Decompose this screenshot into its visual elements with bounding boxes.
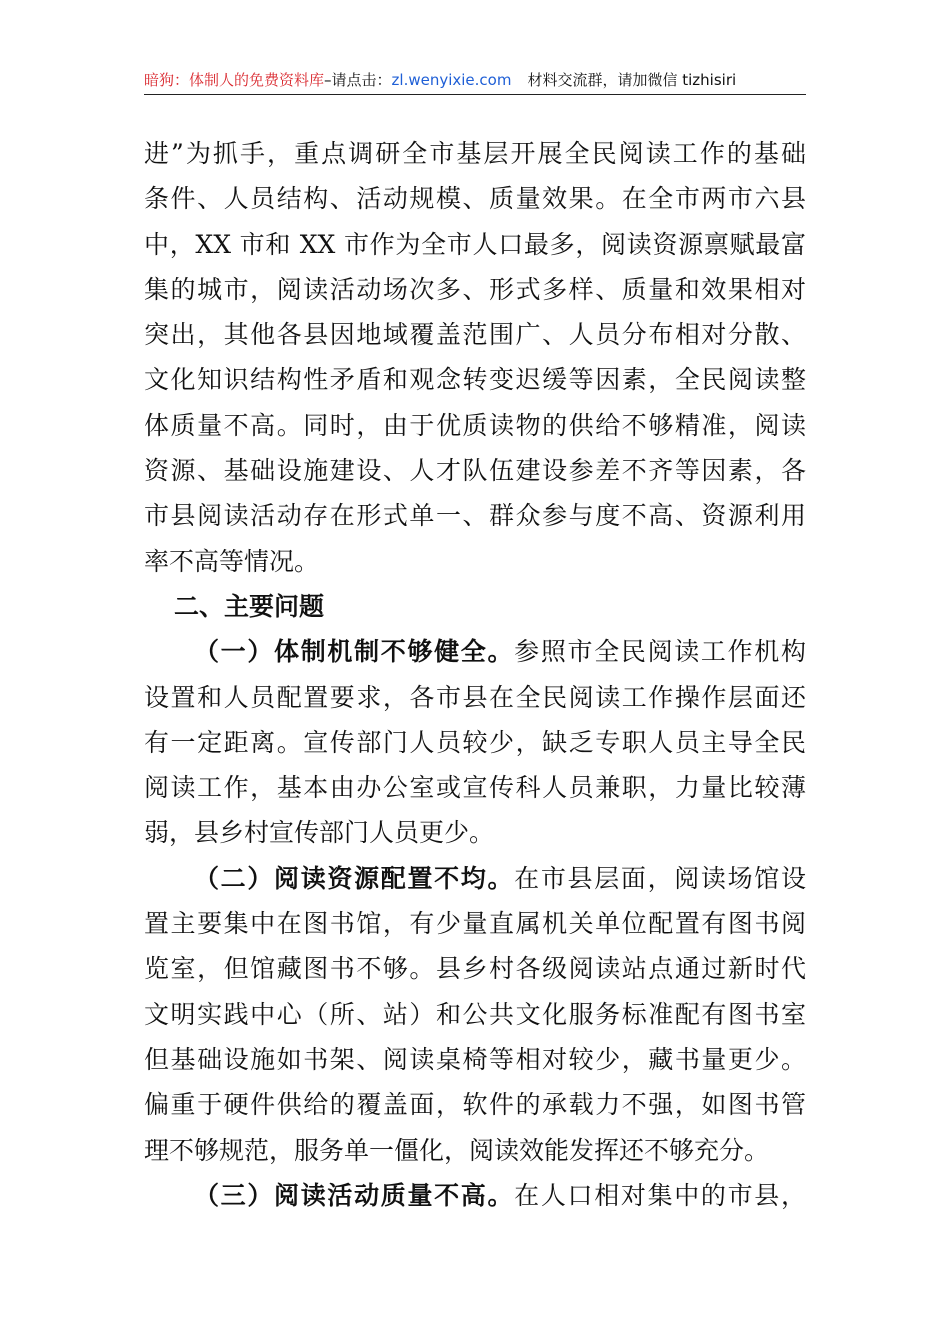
text-line: 体质量不高。同时，由于优质读物的供给不够精准，阅读 xyxy=(144,410,806,440)
text-line: 阅读工作，基本由办公室或宣传科人员兼职，力量比较薄 xyxy=(144,773,806,803)
header-divider xyxy=(144,94,806,95)
text-line: 偏重于硬件供给的覆盖面，软件的承载力不强，如图书管 xyxy=(144,1090,806,1120)
text-line: 资源、基础设施建设、人才队伍建设参差不齐等因素，各 xyxy=(144,456,806,486)
text-line: 览室，但馆藏图书不够。县乡村各级阅读站点通过新时代 xyxy=(144,954,806,984)
text-line: 弱，县乡村宣传部门人员更少。 xyxy=(144,818,495,848)
text-line: （二）阅读资源配置不均。在市县层面，阅读场馆设 xyxy=(194,863,806,893)
text-line: 文化知识结构性矛盾和观念转变迟缓等因素，全民阅读整 xyxy=(144,365,806,395)
section-heading: 二、主要问题 xyxy=(174,591,325,621)
text-line: （一）体制机制不够健全。参照市全民阅读工作机构 xyxy=(194,637,806,667)
text-line: 理不够规范，服务单一僵化，阅读效能发挥还不够充分。 xyxy=(144,1135,770,1165)
paragraph-problem-3 xyxy=(144,1173,806,1218)
subheading: （二）阅读资源配置不均。 xyxy=(194,863,515,893)
text-line: 文明实践中心（所、站）和公共文化服务标准配有图书室 xyxy=(144,999,806,1029)
document-body xyxy=(144,131,806,1218)
text-line: 置主要集中在图书馆，有少量直属机关单位配置有图书阅 xyxy=(144,909,806,939)
paragraph-reading-survey xyxy=(144,131,806,584)
subheading: （一）体制机制不够健全。 xyxy=(194,637,515,667)
paragraph-problem-2 xyxy=(144,856,806,1173)
text-line: 集的城市，阅读活动场次多、形式多样、质量和效果相对 xyxy=(144,274,806,304)
header-note: 材料交流群，请加微信 tizhisiri xyxy=(527,71,737,89)
text-line: 进”为抓手，重点调研全市基层开展全民阅读工作的基础 xyxy=(144,139,806,168)
text-line: 但基础设施如书架、阅读桌椅等相对较少，藏书量更少。 xyxy=(144,1044,806,1074)
text-line: 率不高等情况。 xyxy=(144,546,320,576)
header-url-link[interactable]: zl.wenyixie.com xyxy=(391,71,512,89)
page-header xyxy=(144,68,806,92)
text-line: 有一定距离。宣传部门人员较少，缺乏专职人员主导全民 xyxy=(144,727,806,757)
subheading: （三）阅读活动质量不高。 xyxy=(194,1180,515,1210)
text-line: 条件、人员结构、活动规模、质量效果。在全市两市六县 xyxy=(144,184,806,214)
header-brand[interactable]: 暗狗：体制人的免费资料库 xyxy=(144,71,325,89)
text-line: 市县阅读活动存在形式单一、群众参与度不高、资源利用 xyxy=(144,501,806,531)
paragraph-problem-1 xyxy=(144,629,806,855)
text-line: 中，XX 市和 XX 市作为全市人口最多，阅读资源禀赋最富 xyxy=(144,229,806,259)
text-line: 突出，其他各县因地域覆盖范围广、人员分布相对分散、 xyxy=(144,320,806,350)
text-line: （三）阅读活动质量不高。在人口相对集中的市县， xyxy=(194,1180,806,1210)
header-separator: –请点击： xyxy=(324,71,392,89)
text-line: 设置和人员配置要求，各市县在全民阅读工作操作层面还 xyxy=(144,682,806,712)
